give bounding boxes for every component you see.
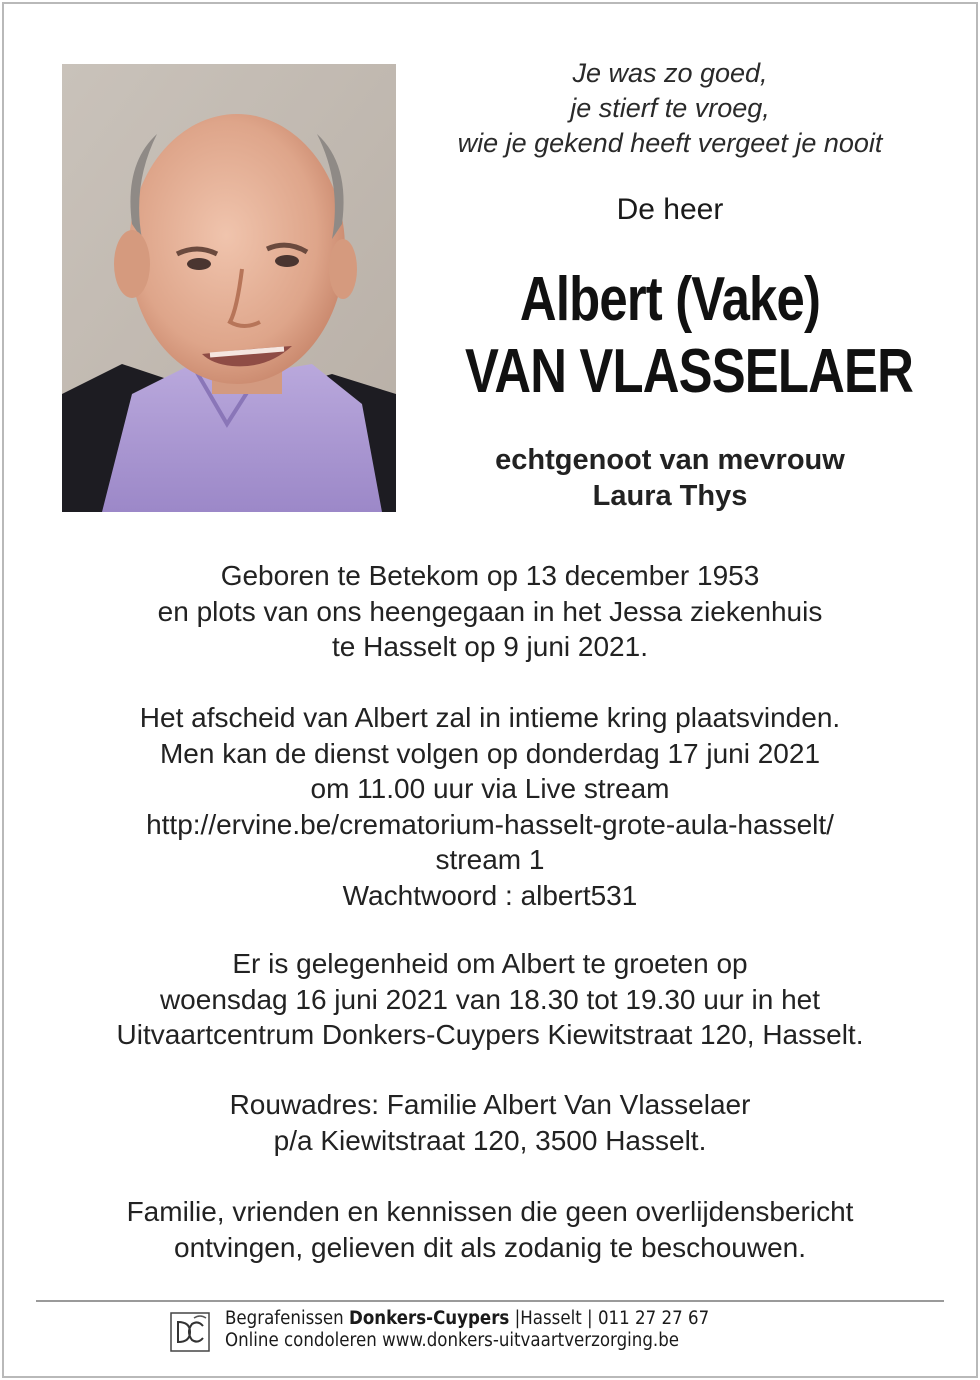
paragraph-line: Het afscheid van Albert zal in intieme kring plaatsvinden. [139, 702, 841, 733]
poem-line: Je was zo goed, [572, 58, 768, 88]
notice-paragraph [40, 1194, 940, 1265]
honorific: De heer [616, 193, 724, 226]
password-line: Wachtwoord : albert531 [342, 879, 638, 911]
spouse-name: Laura Thys [592, 480, 748, 512]
paragraph-line: Uitvaartcentrum Donkers-Cuypers Kiewitstraat 120, Hasselt. [116, 1019, 864, 1050]
paragraph-line: p/a Kiewitstraat 120, 3500 Hasselt. [273, 1124, 707, 1156]
footer-divider [36, 1300, 944, 1302]
paragraph-line: te Hasselt op 9 juni 2021. [332, 631, 648, 662]
visitation-paragraph [40, 946, 940, 1053]
paragraph-line: en plots van ons heengegaan in het Jessa ziekenhuis [157, 595, 823, 627]
footer-separator: | [587, 1308, 593, 1329]
paragraph-line: Familie, vrienden en kennissen die geen overlijdensbericht [126, 1196, 854, 1227]
paragraph-line: Rouwadres: Familie Albert Van Vlasselaer [229, 1089, 751, 1120]
poem [420, 56, 920, 161]
footer-city: Hasselt [520, 1308, 582, 1329]
paragraph-line: woensdag 16 juni 2021 van 18.30 tot 19.30 uur in het [159, 983, 821, 1015]
poem-line: je stierf te vroeg, [570, 93, 770, 123]
first-name: Albert (Vake) [519, 265, 821, 334]
footer-phone: 011 27 27 67 [597, 1308, 710, 1329]
birth-death-paragraph [40, 558, 940, 665]
mourning-address-paragraph [40, 1087, 940, 1158]
dc-monogram-logo-icon [170, 1312, 210, 1352]
footer-condolence-label: Online condoleren [225, 1330, 377, 1351]
paragraph-line: Men kan de dienst volgen op donderdag 17 juni 2021 [159, 737, 821, 769]
spouse-info [420, 442, 920, 514]
footer-website-link[interactable]: www.donkers-uitvaartverzorging.be [382, 1330, 680, 1351]
footer-line-2 [225, 1330, 709, 1352]
portrait-photo-drawing [62, 64, 396, 512]
paragraph-line: om 11.00 uur via Live stream [310, 773, 670, 804]
footer-line-1 [225, 1308, 709, 1330]
footer-company: Donkers-Cuypers [349, 1308, 510, 1329]
livestream-link[interactable]: http://ervine.be/crematorium-hasselt-grote-aula-hasselt/ [146, 808, 834, 840]
paragraph-line: ontvingen, gelieven dit als zodanig te beschouwen. [174, 1231, 806, 1263]
spouse-label: echtgenoot van mevrouw [495, 444, 845, 476]
deceased-name [465, 264, 914, 408]
footer-separator: | [514, 1308, 521, 1329]
paragraph-line: Geboren te Betekom op 13 december 1953 [220, 560, 760, 591]
footer-text [225, 1308, 709, 1352]
paragraph-line: Er is gelegenheid om Albert te groeten op [232, 948, 748, 979]
paragraph-line: stream 1 [435, 844, 545, 875]
service-paragraph [40, 700, 940, 913]
portrait-photo [62, 64, 396, 512]
footer-prefix: Begrafenissen [225, 1308, 344, 1329]
last-name: VAN VLASSELAER [465, 337, 914, 406]
poem-line: wie je gekend heeft vergeet je nooit [457, 128, 883, 158]
